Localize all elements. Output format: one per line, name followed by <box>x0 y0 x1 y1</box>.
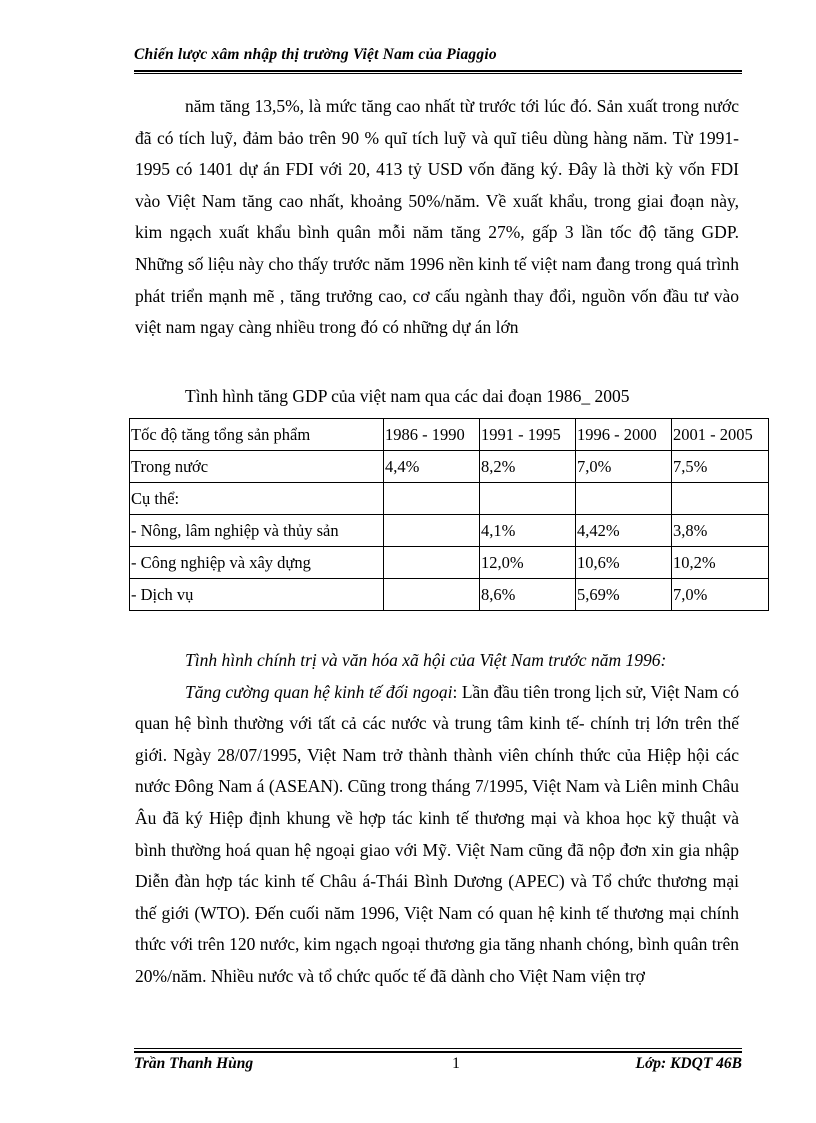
table-cell: Cụ thể: <box>130 483 384 515</box>
section-political-social <box>135 645 739 993</box>
table-cell: - Dịch vụ <box>130 579 384 611</box>
table-cell <box>384 547 480 579</box>
footer-divider <box>134 1051 742 1053</box>
table-row <box>130 515 769 547</box>
page-header-title: Chiến lược xâm nhập thị trường Việt Nam của Piaggio <box>134 46 497 63</box>
table-header-row <box>130 419 769 451</box>
table-caption: Tình hình tăng GDP của việt nam qua các dai đoạn 1986_ 2005 <box>185 386 630 406</box>
table-cell: 7,0% <box>576 451 672 483</box>
table-header-cell: 2001 - 2005 <box>672 419 769 451</box>
paragraph-intro: năm tăng 13,5%, là mức tăng cao nhất từ trước tới lúc đó. Sản xuất trong nước đã có tích luỹ, đảm bảo trên 90 % quĩ tích luỹ và quĩ tiêu dùng hàng năm. Từ 1991- 1995 có 1401 dự án FDI với 20, 413 tỷ USD vốn đăng ký. Đây là thời kỳ vốn FDI vào Việt Nam tăng cao nhất, khoảng 50%/năm. Về xuất khẩu, trong giai đoạn này, kim ngạch xuất khẩu bình quân mỗi năm tăng 27%, gấp 3 lần tốc độ tăng GDP. Những số liệu này cho thấy trước năm 1996 nền kinh tế việt nam đang trong quá trình phát triển mạnh mẽ , tăng trưởng cao, cơ cấu ngành thay đổi, nguồn vốn đầu tư vào việt nam ngay càng nhiều trong đó có những dự án lớn <box>135 96 739 338</box>
table-cell: 10,6% <box>576 547 672 579</box>
section-lead: Tăng cường quan hệ kinh tế đối ngoại <box>185 681 453 702</box>
table-cell: 12,0% <box>480 547 576 579</box>
table-cell: 4,4% <box>384 451 480 483</box>
table-cell: 7,0% <box>672 579 769 611</box>
table-cell <box>576 483 672 515</box>
table-cell: - Nông, lâm nghiệp và thủy sản <box>130 515 384 547</box>
table-row <box>130 451 769 483</box>
table-cell <box>480 483 576 515</box>
table-cell: 7,5% <box>672 451 769 483</box>
header-divider <box>134 70 742 72</box>
footer-class: Lớp: KDQT 46B <box>635 1055 742 1072</box>
gdp-growth-table <box>129 418 769 611</box>
table-header-cell: Tốc độ tăng tổng sản phẩm <box>130 419 384 451</box>
table-cell: 8,2% <box>480 451 576 483</box>
table-cell: 8,6% <box>480 579 576 611</box>
table-cell <box>672 483 769 515</box>
table-cell: 5,69% <box>576 579 672 611</box>
table-cell: 10,2% <box>672 547 769 579</box>
section-body: : Lần đầu tiên trong lịch sử, Việt Nam có quan hệ bình thường với tất cả các nước và trung tâm kinh tế- chính trị lớn trên thế giới. Ngày 28/07/1995, Việt Nam trở thành thành viên chính thức của Hiệp hội các nước Đông Nam á (ASEAN). Cũng trong tháng 7/1995, Việt Nam và Liên minh Châu Âu đã ký Hiệp định khung về hợp tác kinh tế thương mại và khoa học kỹ thuật và bình thường hoá quan hệ ngoại giao với Mỹ. Việt Nam cũng đã nộp đơn xin gia nhập Diễn đàn hợp tác kinh tế Châu á-Thái Bình Dương (APEC) và Tổ chức thương mại thế giới (WTO). Đến cuối năm 1996, Việt Nam có quan hệ kinh tế thương mại chính thức với trên 120 nước, kim ngạch ngoại thương gia tăng nhanh chóng, bình quân trên 20%/năm. Nhiều nước và tổ chức quốc tế đã dành cho Việt Nam viện trợ <box>135 681 739 986</box>
header-divider-thin <box>134 73 742 74</box>
page-number: 1 <box>452 1055 460 1072</box>
footer-divider-thin <box>134 1048 742 1049</box>
footer-author: Trần Thanh Hùng <box>134 1055 254 1072</box>
table-cell: - Công nghiệp và xây dựng <box>130 547 384 579</box>
table-cell <box>384 579 480 611</box>
table-header-cell: 1991 - 1995 <box>480 419 576 451</box>
table-row <box>130 483 769 515</box>
table-header-cell: 1996 - 2000 <box>576 419 672 451</box>
section-paragraph <box>135 677 739 993</box>
table-header-cell: 1986 - 1990 <box>384 419 480 451</box>
table-cell <box>384 515 480 547</box>
section-heading: Tình hình chính trị và văn hóa xã hội của Việt Nam trước năm 1996: <box>185 650 667 670</box>
table-cell: 4,42% <box>576 515 672 547</box>
table-cell: Trong nước <box>130 451 384 483</box>
table-cell: 3,8% <box>672 515 769 547</box>
table-cell <box>384 483 480 515</box>
table-cell: 4,1% <box>480 515 576 547</box>
table-row <box>130 547 769 579</box>
table-row <box>130 579 769 611</box>
